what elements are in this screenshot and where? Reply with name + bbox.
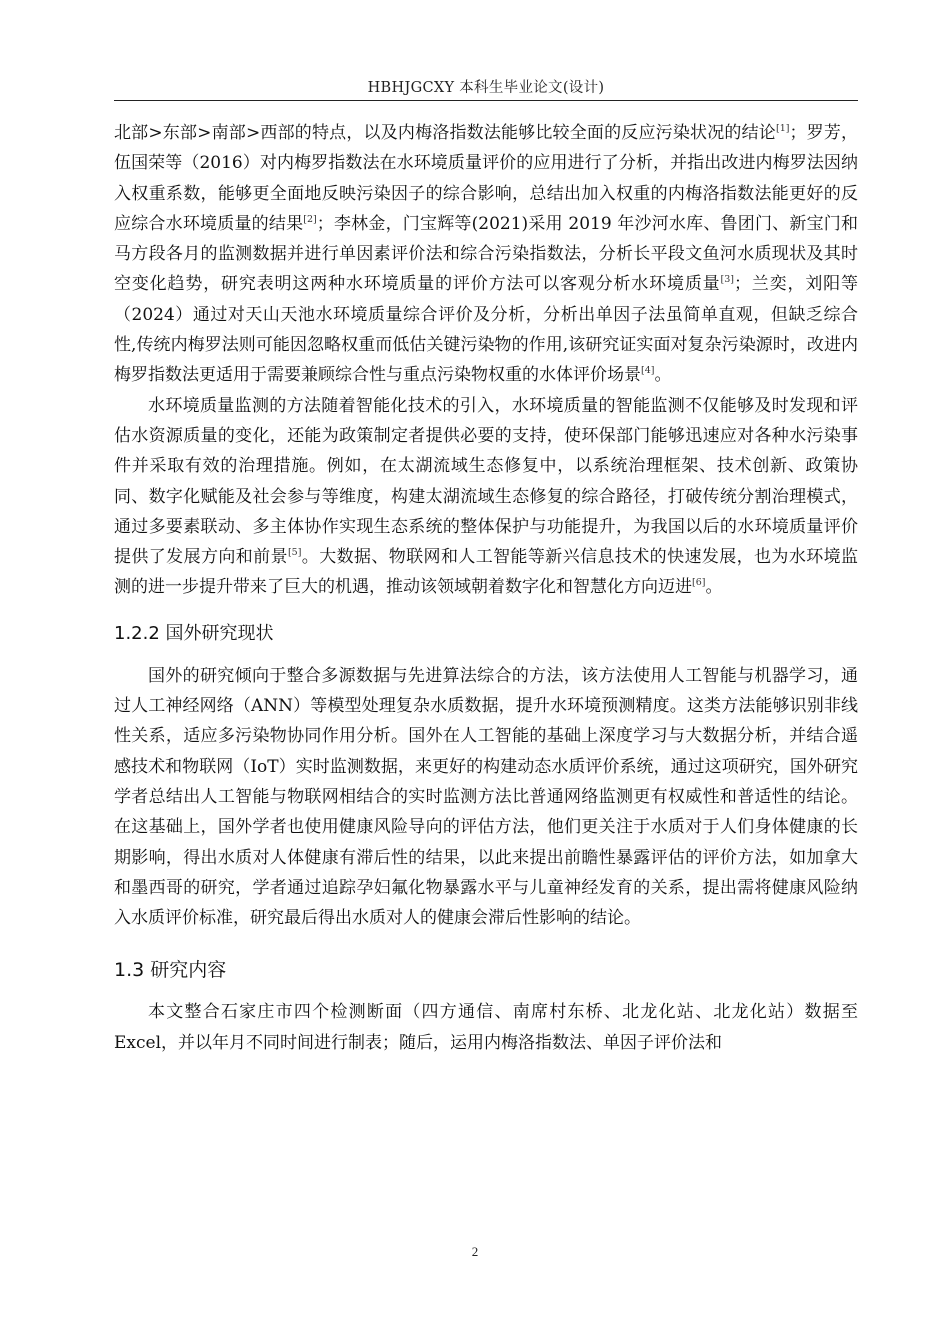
header-divider bbox=[114, 100, 858, 101]
paragraph-domestic-review-continued bbox=[114, 118, 858, 391]
text-segment: 水环境质量监测的方法随着智能化技术的引入，水环境质量的智能监测不仅能够及时发现和评估水资源质量的变化，还能为政策制定者提供必要的支持，使环保部门能够迅速应对各种水污染事件并采取有效的治理措施。例如，在太湖流域生态修复中，以系统治理框架、技术创新、政策协同、数字化赋能及社会参与等维度，构建太湖流域生态修复的综合路径，打破传统分割治理模式，通过多要素联动、多主体协作实现生态系统的整体保护与功能提升，为我国以后的水环境质量评价提供了发展方向和前景 bbox=[114, 395, 858, 568]
citation-6: [6] bbox=[692, 577, 706, 589]
text-segment: ；李林金，门宝辉等(2021)采用 2019 年沙河水库、鲁团门、新宝门和马方段各月的监测数据并进行单因素评价法和综合污染指数法，分析长平段文鱼河水质现状及其时空变化趋势，研究表明这两种水环境质量的评价方法可以客观分析水环境质量 bbox=[114, 213, 858, 295]
citation-5: [5] bbox=[287, 547, 302, 559]
citation-2: [2] bbox=[303, 213, 317, 225]
text-segment: 。 bbox=[705, 577, 723, 598]
running-header: HBHJGCXY 本科生毕业论文(设计) bbox=[367, 80, 605, 96]
citation-1: [1] bbox=[775, 123, 790, 134]
text-segment: 。 bbox=[654, 365, 672, 386]
paragraph-foreign-research: 国外的研究倾向于整合多源数据与先进算法综合的方法，该方法使用人工智能与机器学习，通过人工神经网络（ANN）等模型处理复杂水质数据，提升水环境预测精度。这类方法能够识别非线性关系，适应多污染物协同作用分析。国外在人工智能的基础上深度学习与大数据分析，并结合遥感技术和物联网（IoT）实时监测数据，来更好的构建动态水质评价系统，通过这项研究，国外研究学者总结出人工智能与物联网相结合的实时监测方法比普通网络监测更有权威性和普适性的结论。在这基础上，国外学者也使用健康风险导向的评估方法，他们更关注于水质对于人们身体健康的长期影响，得出水质对人体健康有滞后性的结果，以此来提出前瞻性暴露评估的评价方法，如加拿大和墨西哥的研究，学者通过追踪孕妇氟化物暴露水平与儿童神经发育的关系，提出需将健康风险纳入水质评价标准，研究最后得出水质对人的健康会滞后性影响的结论。 bbox=[114, 665, 858, 929]
citation-3: [3] bbox=[720, 274, 734, 286]
citation-4: [4] bbox=[641, 365, 655, 377]
text-segment: ；罗芳，伍国荣等（2016）对内梅罗指数法在水环境质量评价的应用进行了分析，并指出改进内梅罗法因纳入权重系数，能够更全面地反映污染因子的综合影响，总结出加入权重的内梅洛指数法能更好的反应综合水环境质量的结果 bbox=[114, 123, 859, 234]
section-heading-1-2-2: 1.2.2 国外研究现状 bbox=[114, 622, 274, 644]
text-segment: 北部>东部>南部>西部的特点，以及内梅洛指数法能够比较全面的反应污染状况的结论 bbox=[114, 123, 776, 143]
section-heading-1-3: 1.3 研究内容 bbox=[114, 959, 227, 982]
page-number: 2 bbox=[471, 1244, 479, 1259]
body-text bbox=[114, 118, 858, 1058]
paragraph-research-content: 本文整合石家庄市四个检测断面（四方通信、南席村东桥、北龙化站、北龙化站）数据至 Excel，并以年月不同时间进行制表；随后，运用内梅洛指数法、单因子评价法和 bbox=[114, 1002, 858, 1053]
paragraph-intelligent-monitoring bbox=[114, 391, 858, 603]
text-segment: ；兰奕，刘阳等（2024）通过对天山天池水环境质量综合评价及分析，分析出单因子法虽简单直观，但缺乏综合性,传统内梅罗法则可能因忽略权重而低估关键污染物的作用,该研究证实面对复杂污染源时，改进内梅罗指数法更适用于需要兼顾综合性与重点污染物权重的水体评价场景 bbox=[114, 274, 858, 386]
text-segment: 。大数据、物联网和人工智能等新兴信息技术的快速发展，也为水环境监测的进一步提升带来了巨大的机遇，推动该领域朝着数字化和智慧化方向迈进 bbox=[114, 547, 858, 598]
